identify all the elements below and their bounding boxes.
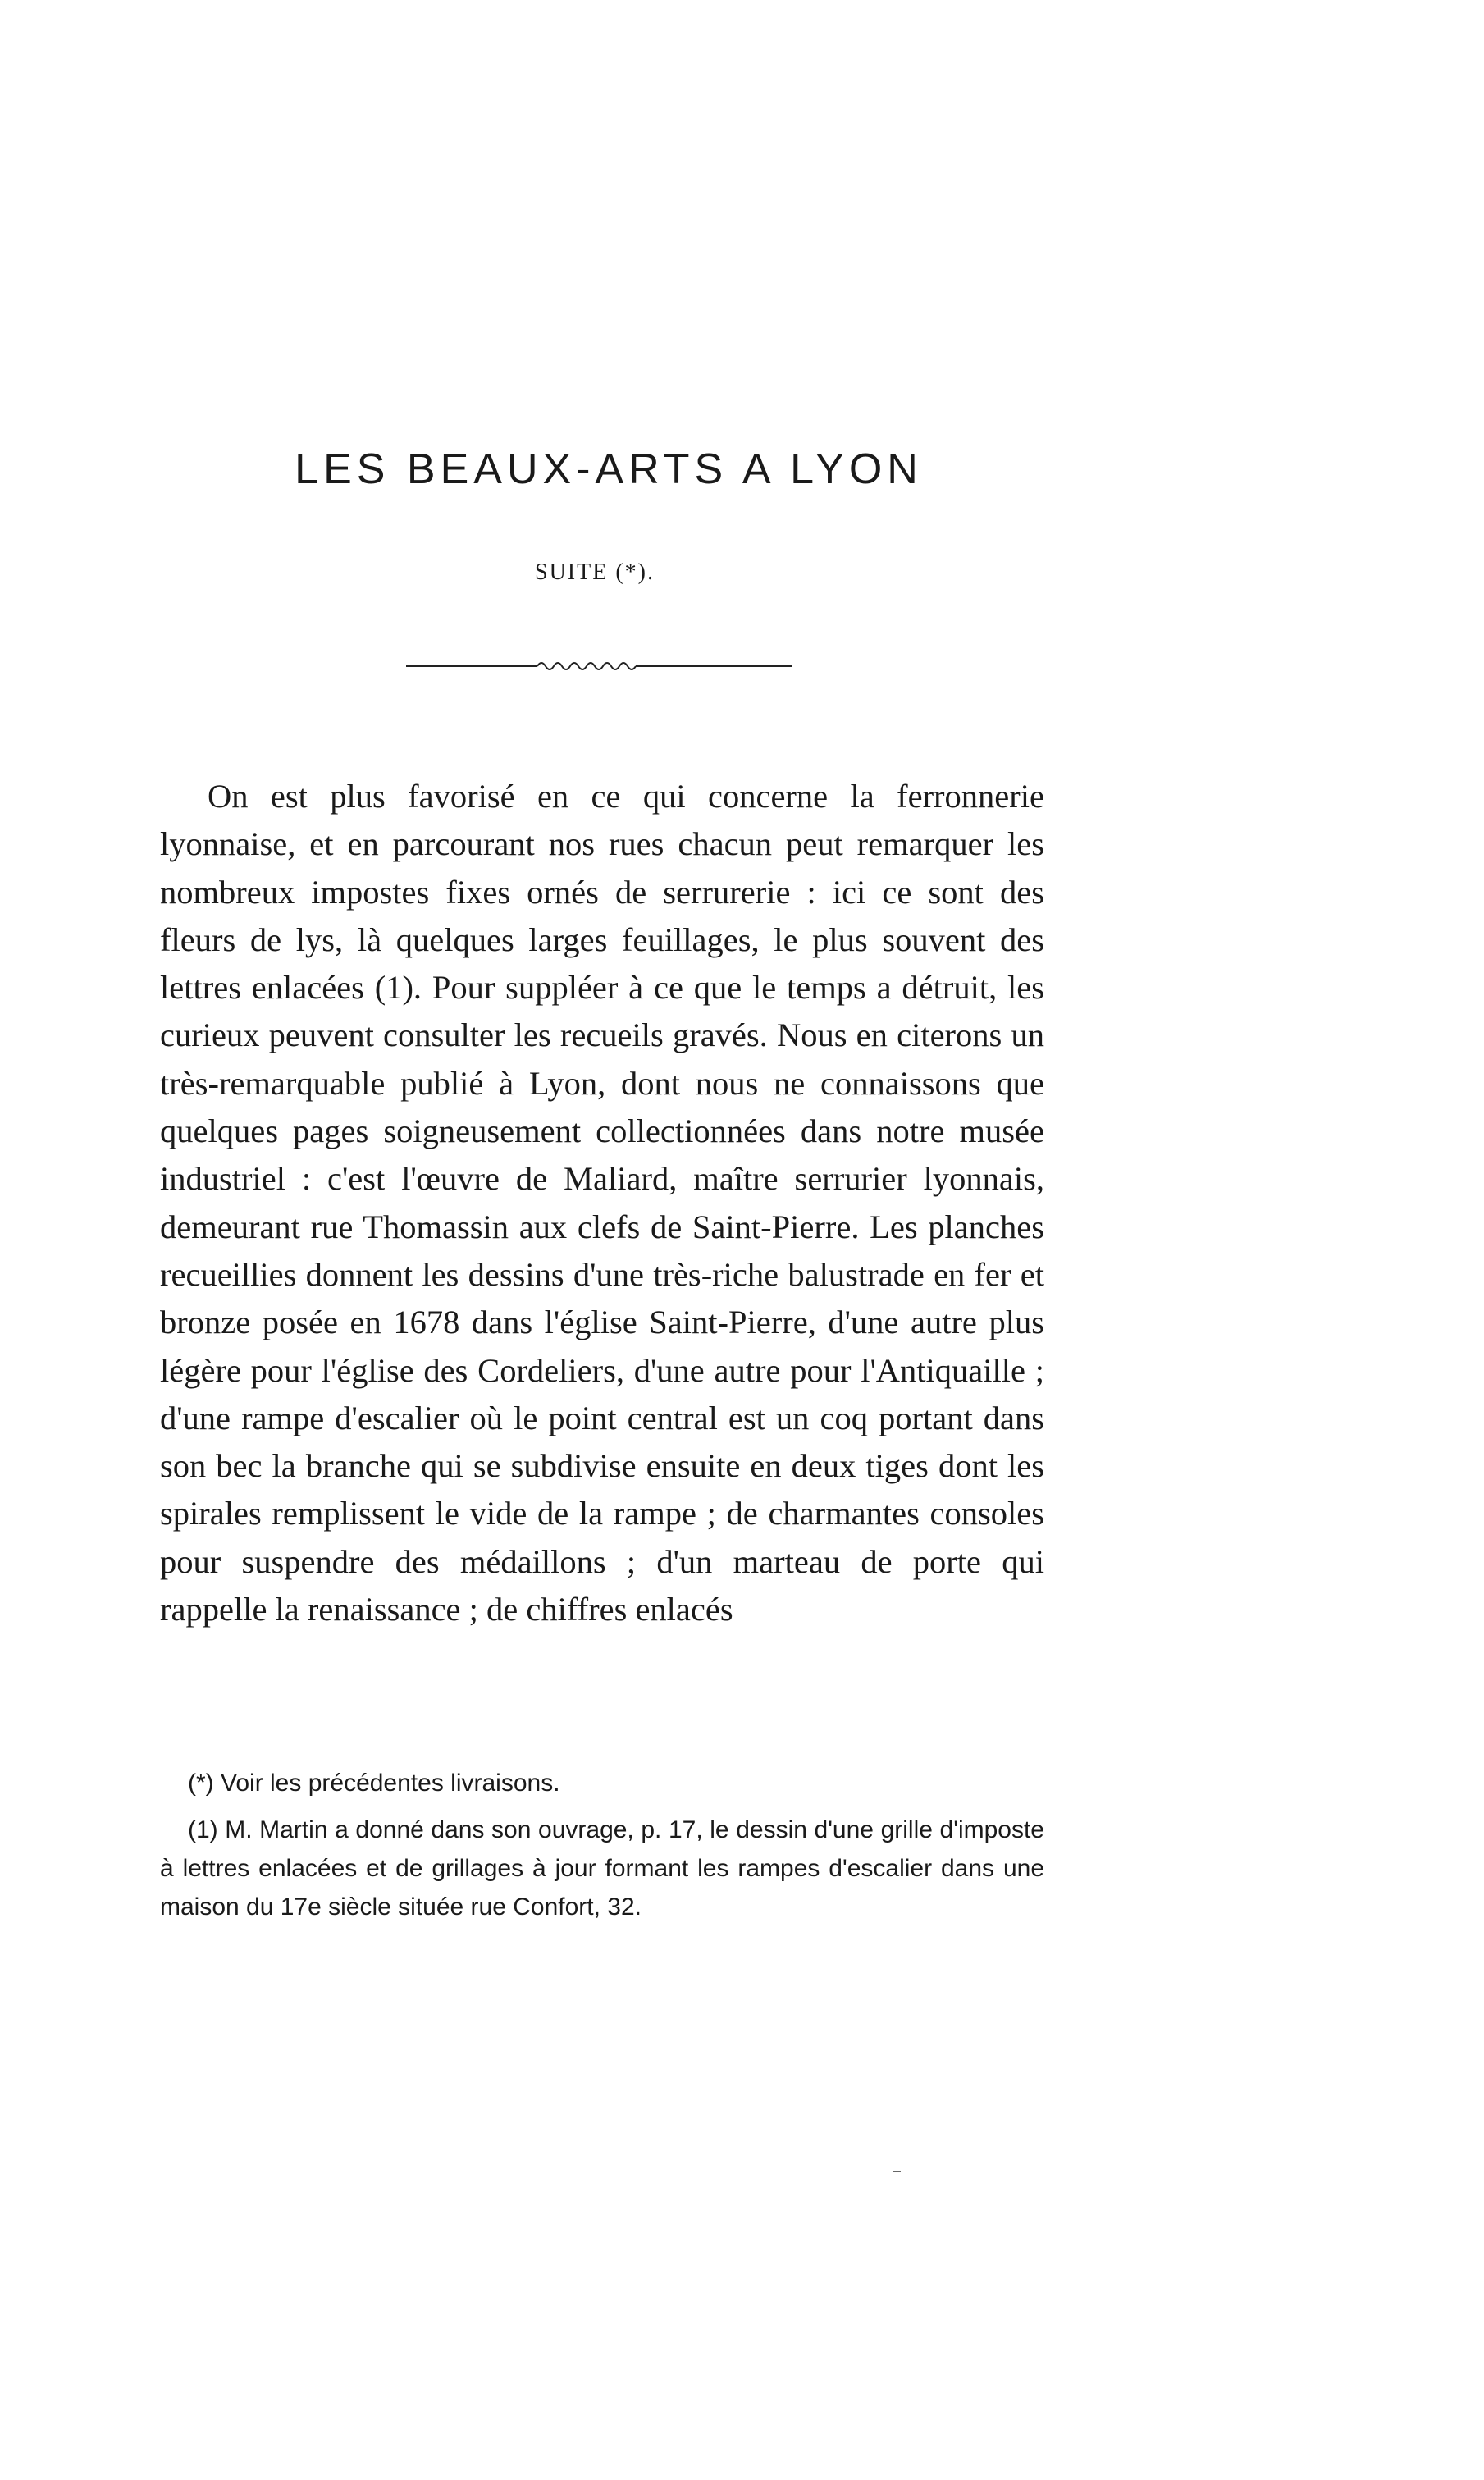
stray-mark (893, 2171, 901, 2172)
footnote-star: (*) Voir les précédentes livraisons. (188, 1770, 560, 1797)
page-title: LES BEAUX-ARTS A LYON (295, 445, 923, 493)
footnote-1: (1) M. Martin a donné dans son ouvrage, p. 17, le dessin d'une grille d'imposte à lettres enlacées et de grillages à jour formant les rampes d'escalier dans une maison du 17e siècle située rue Confort, 32. (160, 1816, 1044, 1921)
ornamental-rule (406, 656, 792, 676)
body-paragraph: On est plus favorisé en ce qui concerne la ferronnerie lyonnaise, et en parcourant nos rues chacun peut remarquer les nombreux impostes fixes ornés de serrurerie : ici ce sont des fleurs de lys, là quelques larges feuillages, le plus souvent des lettres enlacées (1). Pour suppléer à ce que le temps a détruit, les curieux peuvent consulter les recueils gravés. Nous en citerons un très-remarquable publié à Lyon, dont nous ne connaissons que quelques pages soigneusement collectionnées dans notre musée industriel : c'est l'œuvre de Maliard, maître serrurier lyonnais, demeurant rue Thomassin aux clefs de Saint-Pierre. Les planches recueillies donnent les dessins d'une très-riche balustrade en fer et bronze posée en 1678 dans l'église Saint-Pierre, d'une autre plus légère pour l'église des Cordeliers, d'une autre pour l'Antiquaille ; d'une rampe d'escalier où le point central est un coq portant dans son bec la branche qui se subdivise ensuite en deux tiges dont les spirales remplissent le vide de la rampe ; de charmantes consoles pour suspendre des médaillons ; d'un marteau de porte qui rappelle la renaissance ; de chiffres enlacés (160, 778, 1044, 1628)
footnotes (160, 1764, 1044, 1934)
subtitle: SUITE (*). (535, 559, 655, 585)
